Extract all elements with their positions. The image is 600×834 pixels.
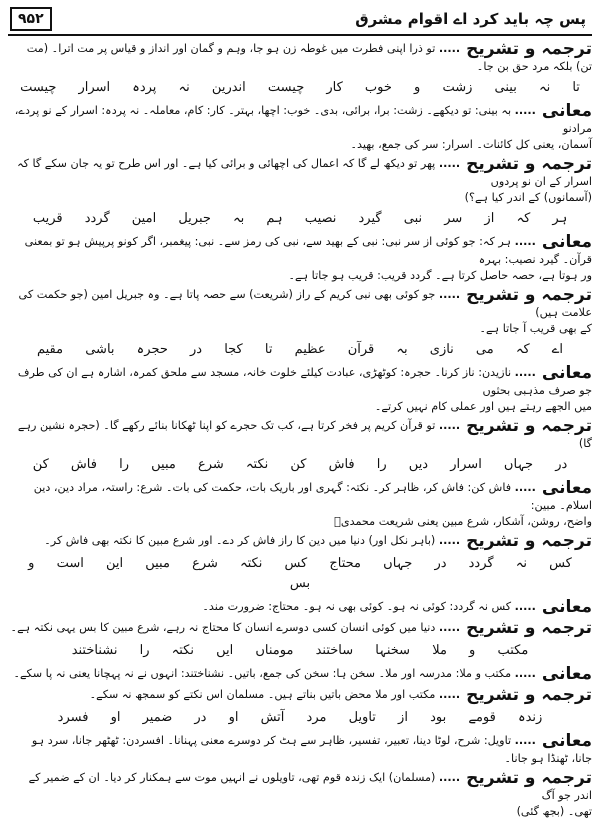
page-content (8, 36, 592, 820)
page-number: ۹۵۲ (10, 7, 52, 31)
glossary-text-continued: واضح، روشن، آشکار، شرع مبین یعنی شریعت محمدیؐ (334, 515, 592, 528)
dots-separator: ..... (514, 600, 536, 613)
translation-text-continued: (آسمانوں) کے اندر کیا ہے؟) (464, 191, 592, 204)
translation-block (8, 154, 592, 206)
translation-block (8, 416, 592, 452)
persian-verse: ہر کہ از سر نبی گیرد نصیب ہم بہ جبریل امین گردد قریب (32, 211, 568, 226)
glossary-text-continued: میں الجھے رہتے ہیں اور عملی کام نہیں کرتے۔ (374, 400, 592, 413)
persian-verse: زندہ قومے بود از تاویل مرد آتش او در ضمیر او فسرد (57, 710, 543, 725)
glossary-block (8, 363, 592, 415)
glossary-text: مکتب و ملا: مدرسہ اور ملا۔ سخن ہا: سخن کی جمع، باتیں۔ نشناختند: انہوں نے نہ پہچانا یعنی نہ پا سکے۔ (13, 667, 512, 680)
translation-label: ترجمہ و تشریح (466, 39, 592, 59)
glossary-label: معانی (541, 232, 592, 252)
translation-block (8, 39, 592, 75)
persian-verse: در جہاں اسرار دیں را فاش کن نکتہ شرع مبیں را فاش کن (32, 457, 568, 472)
glossary-block (8, 478, 592, 530)
dots-separator: ..... (514, 235, 536, 248)
glossary-text: نازیدن: ناز کرنا۔ حجرہ: کوٹھڑی، عبادت کیلئے خلوت خانہ، مسجد سے ملحق کمرہ، اشارہ ہے ان کی طرف جو صرف مذہبی بحثوں (17, 366, 592, 397)
translation-label: ترجمہ و تشریح (466, 685, 592, 705)
glossary-label: معانی (541, 101, 592, 121)
translation-label: ترجمہ و تشریح (466, 768, 592, 788)
glossary-block (8, 731, 592, 767)
translation-text-continued: تھی۔ (بجھ گئی) (516, 805, 592, 818)
translation-block (8, 768, 592, 820)
translation-label: ترجمہ و تشریح (466, 285, 592, 305)
glossary-text: ہر کہ: جو کوئی از سر نبی: نبی کے بھید سے، نبی کی رمز سے۔ نبی: پیغمبر، اگر کونو پرپیش ہو تو بمعنی قرآن۔ گیرد نصیب: بہرہ (24, 235, 592, 266)
translation-text: تو قرآن کریم پر فخر کرتا ہے، کب تک حجرے کو اپنا ٹھکانا بنائے رکھے گا۔ (حجرہ نشین رہے گا) (17, 419, 592, 450)
translation-text: تو ذرا اپنی فطرت میں غوطہ زن ہو جا، وہم و گمان اور انداز و قیاس پر مت اترا۔ (مت تن) بلکہ مرد حق بن جا۔ (26, 42, 592, 73)
glossary-label: معانی (541, 478, 592, 498)
translation-block (8, 685, 592, 705)
glossary-text: کس نہ گردد: کوئی نہ ہو۔ کوئی بھی نہ ہو۔ محتاج: ضرورت مند۔ (202, 600, 512, 613)
dots-separator: ..... (514, 734, 536, 747)
glossary-text: تاویل: شرح، لوٹا دینا، تعبیر، تفسیر، ظاہر سے ہٹ کر دوسرے معنی پہنانا۔ افسردن: ٹھٹھر جانا، سرد ہو جانا، ٹھنڈا ہو جانا۔ (31, 734, 592, 765)
glossary-label: معانی (541, 363, 592, 383)
glossary-text: بہ بینی: تو دیکھے۔ زشت: برا، برائی، بدی۔ خوب: اچھا، بہتر۔ کار: کام، معاملہ۔ نہ پردہ: اسرار کے نو پردے، مرادنو (14, 104, 592, 135)
translation-label: ترجمہ و تشریح (466, 416, 592, 436)
dots-separator: ..... (438, 534, 461, 547)
translation-text: جو کوئی بھی نبی کریم کے راز (شریعت) سے حصہ پاتا ہے۔ وہ جبریل امین (جو حکمت کی علامت ہیں) (18, 288, 592, 319)
page-header (8, 4, 592, 36)
page (8, 4, 592, 830)
glossary-block (8, 232, 592, 284)
dots-separator: ..... (438, 157, 461, 170)
translation-label: ترجمہ و تشریح (466, 154, 592, 174)
dots-separator: ..... (438, 419, 461, 432)
persian-verse: اے کہ می نازی بہ قرآن عظیم تا کجا در حجرہ باشی مقیم (36, 342, 564, 357)
translation-text-continued: کے بھی قریب آ جاتا ہے۔ (479, 322, 592, 335)
glossary-text-continued: آسمان، یعنی کل کائنات۔ اسرار: سر کی جمع، بھید۔ (350, 138, 592, 151)
glossary-block (8, 664, 592, 684)
translation-block (8, 618, 592, 638)
dots-separator: ..... (438, 288, 461, 301)
glossary-text: فاش کن: فاش کر، ظاہر کر۔ نکتہ: گہری اور باریک بات، حکمت کی بات۔ شرع: راستہ، مراد دین، دین اسلام۔ مبین: (33, 481, 592, 512)
persian-verse: کس نہ گردد در جہاں محتاج کس نکتہ شرع مبیں این است و بس (28, 556, 572, 591)
dots-separator: ..... (514, 366, 536, 379)
persian-verse: مکتب و ملا سخنہا ساختند مومناں ایں نکتہ را نشناختند (71, 643, 529, 658)
dots-separator: ..... (514, 667, 536, 680)
translation-label: ترجمہ و تشریح (466, 618, 592, 638)
dots-separator: ..... (514, 104, 536, 117)
translation-label: ترجمہ و تشریح (466, 531, 592, 551)
running-title: پس چہ باید کرد اے اقوام مشرق (355, 10, 586, 28)
glossary-block (8, 597, 592, 617)
dots-separator: ..... (438, 688, 461, 701)
dots-separator: ..... (438, 42, 461, 55)
translation-text: مکتب اور ملا محض باتیں بناتے ہیں۔ مسلمان اس نکتے کو سمجھ نہ سکے۔ (89, 688, 436, 701)
glossary-text-continued: ور ہوتا ہے، حصہ حاصل کرتا ہے۔ گردد قریب: قریب ہو جاتا ہے۔ (288, 269, 592, 282)
translation-block (8, 531, 592, 551)
glossary-label: معانی (541, 597, 592, 617)
translation-text: (باہر نکل اور) دنیا میں دین کا راز فاش کر دے۔ اور شرع مبین کا نکتہ بھی فاش کر۔ (44, 534, 436, 547)
glossary-label: معانی (541, 664, 592, 684)
dots-separator: ..... (514, 481, 536, 494)
dots-separator: ..... (438, 771, 461, 784)
glossary-block (8, 101, 592, 153)
translation-text: پھر تو دیکھ لے گا کہ اعمال کی اچھائی و برائی کیا ہے۔ اور اس طرح تو یہ جان سکے گا کہ اسرار کے ان نو پردوں (17, 157, 592, 188)
persian-verse: تا نہ بینی زشت و خوب کار چیست اندرین نہ پردہ اسرار چیست (20, 80, 580, 95)
dots-separator: ..... (438, 621, 461, 634)
translation-block (8, 285, 592, 337)
translation-text: دنیا میں کوئی انسان کسی دوسرے انسان کا محتاج نہ رہے، شرع مبین کا بس یہی نکتہ ہے۔ (10, 621, 436, 634)
translation-text: (مسلمان) ایک زندہ قوم تھی، تاویلوں نے انہیں موت سے ہمکنار کر دیا۔ ان کے ضمیر کے اندر جو آگ (28, 771, 592, 802)
glossary-label: معانی (541, 731, 592, 751)
